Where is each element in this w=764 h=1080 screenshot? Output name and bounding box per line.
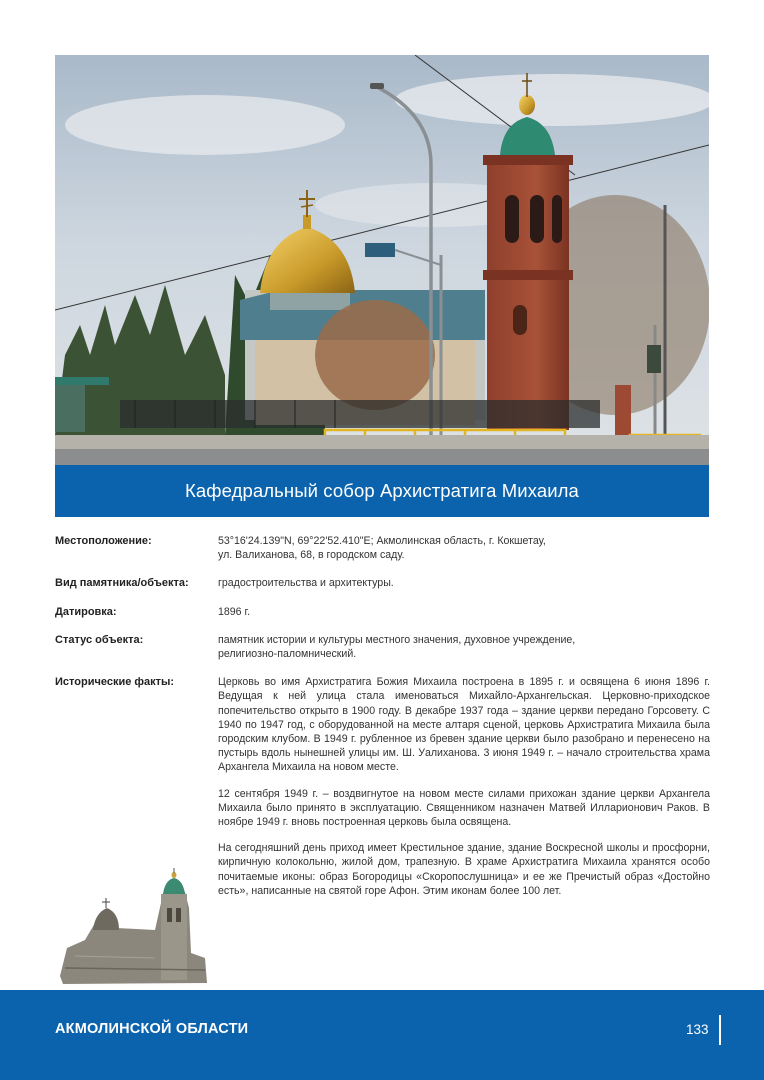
fact-monument-type	[55, 576, 710, 590]
fact-dating	[55, 605, 710, 619]
fact-value	[218, 633, 710, 661]
fact-line: 53°16'24.139"N, 69°22'52.410"E; Акмолинская область, г. Кокшетау,	[218, 535, 546, 547]
fact-status	[55, 633, 710, 661]
fact-value	[218, 605, 710, 619]
fact-label: Местоположение:	[55, 535, 152, 547]
history-paragraph: На сегодняшний день приход имеет Крестильное здание, здание Воскресной школы и просфорни, кирпичную колокольню, жилой дом, трапезную. В храме Архистратига Михаила хранятся особо почитаемые иконы: образ Богородицы «Скоропослушница» и ее же Пречистый образ «Достойно есть», написанные на святой горе Афон. Этим иконам более 100 лет.	[218, 842, 710, 897]
history-text	[218, 675, 710, 910]
facts-table	[55, 534, 710, 924]
history-paragraph: Церковь во имя Архистратига Божия Михаила построена в 1895 г. и освящена 6 июня 1896 г. Ведущая к ней улица стала именоваться Михайло-Архангельская. Церковно-приходское попечительство открыто в 1900 году. В декабре 1937 года – здание церкви передано Горсовету. С 1940 по 1947 год, с оборудованной на месте алтаря сценой, церковь Архистратига Михаила была городским клубом. В 1949 г. рубленное из бревен здание церкви было разобрано и перенесено на пустырь вдоль нынешней улицы им. Ш. Уалиханова. 3 июня 1949 г. – начало строительства храма Архангела Михаила на новом месте.	[218, 676, 710, 774]
fact-value	[218, 576, 710, 590]
fact-value	[218, 534, 710, 562]
fact-line: 1896 г.	[218, 605, 251, 618]
page-title: Кафедральный собор Архистратига Михаила	[185, 480, 579, 501]
fact-line: градостроительства и архитектуры.	[218, 577, 394, 590]
fact-line: ул. Валиханова, 68, в городском саду.	[218, 549, 405, 562]
fact-label: Вид памятника/объекта:	[55, 577, 189, 590]
fact-line: религиозно-паломнический.	[218, 648, 357, 661]
history-paragraph: 12 сентября 1949 г. – воздвигнутое на новом месте силами прихожан здание церкви Архангела Михаила было принято в эксплуатацию. Священником назначен Матвей Илларионович Раков. В ноябре 1949 г. вновь построенная церковь была освящена.	[218, 787, 710, 829]
fact-label: Исторические факты:	[55, 676, 175, 689]
footer-region: АКМОЛИНСКОЙ ОБЛАСТИ	[55, 1021, 249, 1037]
title-banner	[55, 465, 709, 517]
fact-label: Статус объекта:	[55, 633, 144, 646]
fact-location	[55, 534, 710, 562]
fact-label: Датировка:	[55, 605, 117, 618]
church-scan-image	[55, 868, 215, 988]
footer-divider	[719, 1015, 721, 1045]
page-number: 133	[686, 1022, 709, 1037]
fact-line: памятник истории и культуры местного значения, духовное учреждение,	[218, 633, 576, 646]
cathedral-photo	[55, 55, 709, 465]
footer-bar	[0, 990, 764, 1080]
